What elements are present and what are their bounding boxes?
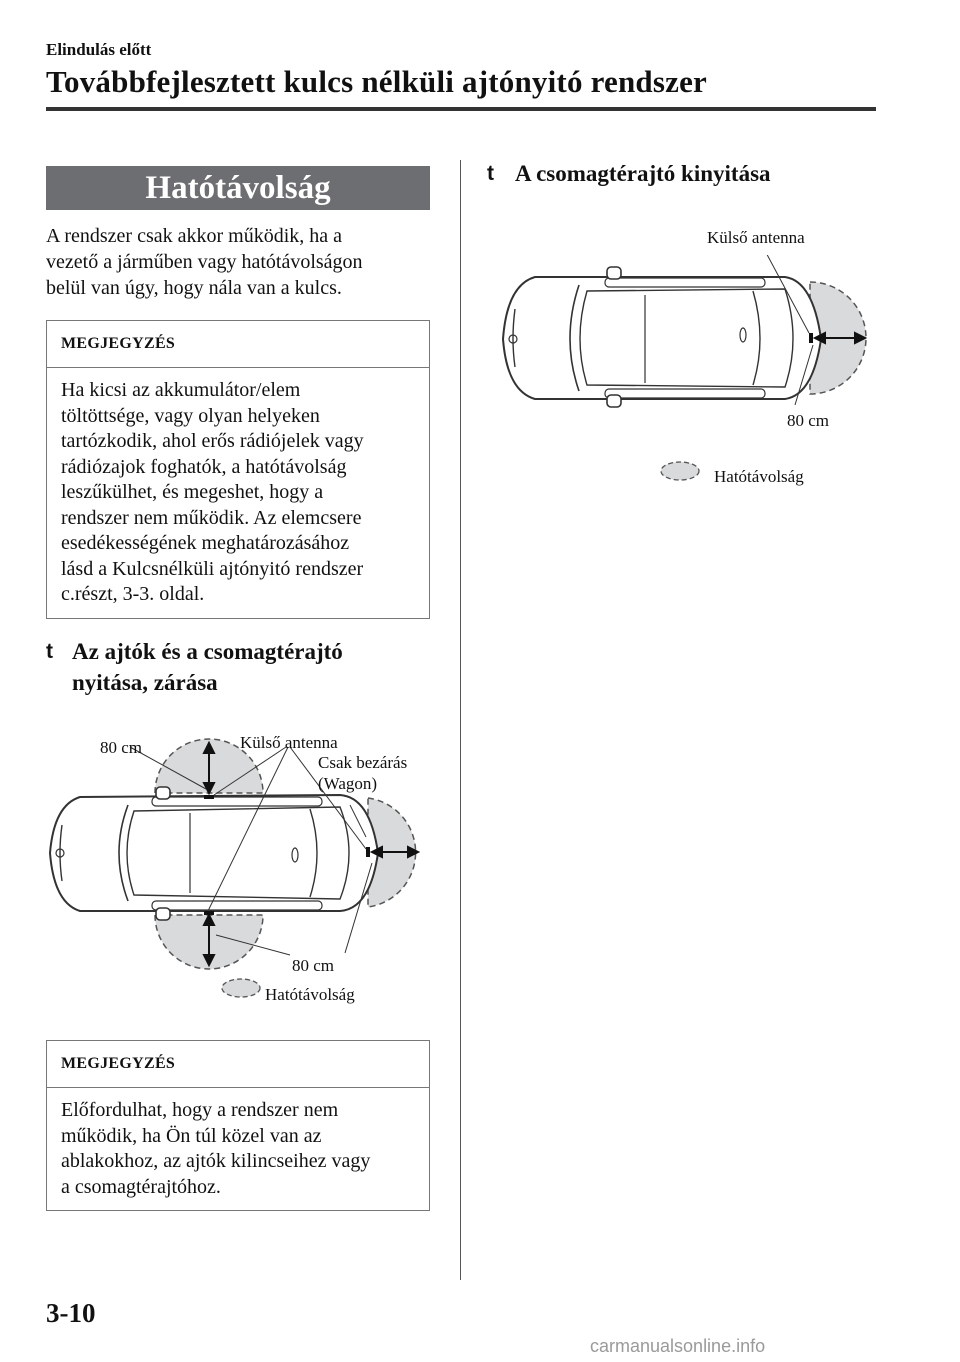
note-body: Ha kicsi az akkumulátor/elem töltöttsége, vagy olyan helyeken tartózkodik, ahol erős rádiójelek vagy rádiózajok foghatók, a hatótávolság leszűkülhet, és megeshet, hogy a rendszer nem működik. Az elemcsere esedékességének meghatározásához lásd a Kulcsnélküli ajtónyitó rendszer c.részt, 3-3. oldal.	[61, 379, 364, 605]
label-external-antenna: Külső antenna	[707, 228, 805, 247]
range-legend-icon	[661, 462, 699, 480]
page-title: Továbbfejlesztett kulcs nélküli ajtónyitó rendszer	[46, 64, 707, 99]
subsection-heading-text: A csomagtérajtó kinyitása	[515, 161, 771, 186]
chapter-title: Elindulás előtt	[46, 40, 152, 59]
watermark: carmanualsonline.info	[590, 1336, 766, 1356]
label-external-antenna: Külső antenna	[240, 733, 338, 752]
legend-range-label: Hatótávolság	[265, 985, 355, 1004]
intro-paragraph: A rendszer csak akkor működik, ha a vezető a járműben vagy hatótávolságon belül van úgy, hogy nála van a kulcs.	[46, 225, 363, 299]
subsection-heading-text: Az ajtók és a csomagtérajtó nyitása, zárása	[72, 639, 343, 695]
note-body: Előfordulhat, hogy a rendszer nem működik, ha Ön túl közel van az ablakokhoz, az ajtók kilincseihez vagy a csomagtérajtóhoz.	[61, 1099, 371, 1198]
car-outline-icon	[50, 787, 378, 920]
label-80cm-top: 80 cm	[100, 738, 143, 757]
note-box	[46, 1040, 430, 1211]
note-heading: MEGJEGYZÉS	[47, 321, 429, 368]
antenna-marker-left	[204, 795, 214, 799]
bullet-marker: t	[487, 162, 494, 185]
note-box	[46, 320, 430, 619]
antenna-marker-rear	[366, 847, 370, 857]
antenna-marker-rear	[809, 333, 813, 343]
label-lock-only-wagon: Csak bezárás (Wagon)	[318, 753, 408, 793]
label-80cm-bottom: 80 cm	[292, 956, 335, 975]
note-heading: MEGJEGYZÉS	[47, 1041, 429, 1088]
label-80cm: 80 cm	[787, 411, 830, 430]
section-banner: Hatótávolság	[46, 166, 430, 210]
trunk-range-diagram	[495, 255, 875, 495]
car-outline-icon	[503, 267, 821, 407]
title-divider	[46, 107, 876, 111]
range-legend-icon	[222, 979, 260, 997]
column-divider	[460, 160, 461, 1280]
page-number: 3-10	[46, 1298, 96, 1328]
legend-range-label: Hatótávolság	[714, 467, 804, 486]
bullet-marker: t	[46, 640, 53, 663]
